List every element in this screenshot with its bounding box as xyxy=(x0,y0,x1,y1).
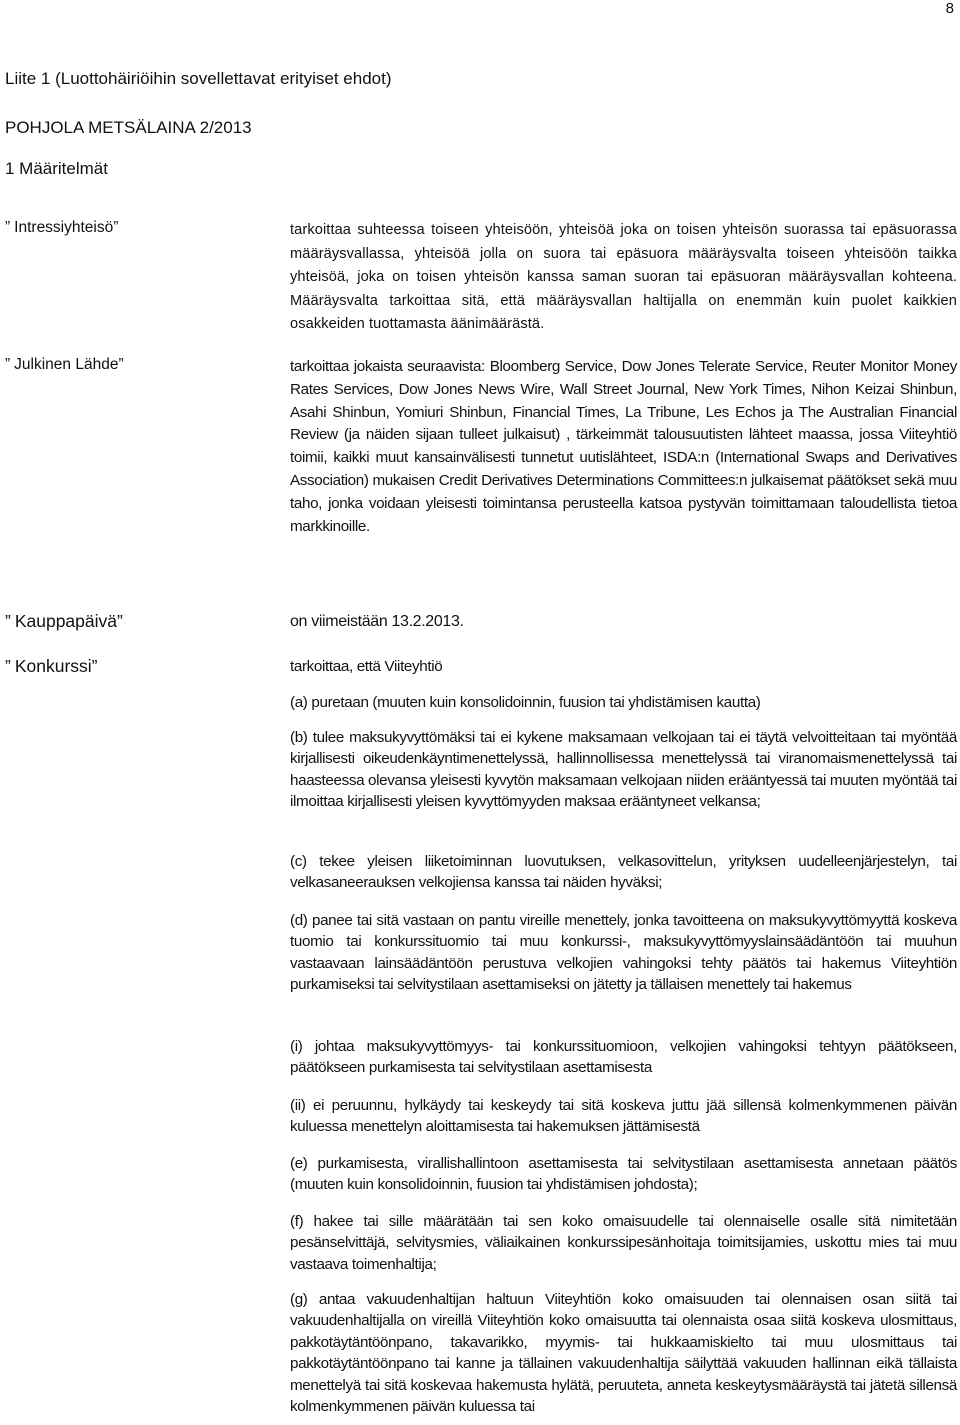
definition-julkinen-lahde xyxy=(290,356,957,538)
page-number: 8 xyxy=(945,0,954,17)
term-label: Konkurssi xyxy=(14,656,92,676)
konkurssi-item-ii: (ii) ei peruunnu, hylkäydy tai keskeydy tai sitä koskeva juttu jää sillensä kolmenkymmenen päivän kuluessa menettelyn aloittamisesta tai hakemuksen jättämisestä xyxy=(290,1097,957,1136)
konkurssi-item-g: (g) antaa vakuudenhaltijan haltuun Viiteyhtiön koko omaisuuden tai olennaisen osan siitä tai vakuudenhaltijalla on vireillä Viiteyhtiön koko omaisuutta tai olennaista osaa siitä koskeva ulosmittaus, pakkotäytäntöönpano, takavarikko, myymis- tai hukkaamiskielto tai muu ulosmittaus tai pakkotäytäntöönpano tai kanne ja tällainen vakuudenhaltija säilyttää vakuuden hallinnan eikä tällaista menettelyä tai sitä koskevaa hakemusta hylätä, peruuteta, anneta keskeytysmääräystä tai jätetä sillensä kolmenkymmenen päivän kuluessa tai xyxy=(290,1291,957,1416)
konkurssi-item-b: (b) tulee maksukyvyttömäksi tai ei kykene maksamaan velkojaan tai ei täytä velvoitteitaan tai myöntää kirjallisesti oikeudenkäyntimenettelyssä, hallinnollisessa menettelyssä tai viranomaismenettelyssä tai haasteessa olevansa yleisesti kyvytön maksamaan velkojaan niiden erääntyessä tai muuten myöntää tai ilmoittaa kirjallisesti yleisen kyvyttömyyden maksaa erääntyneet velkansa; xyxy=(290,729,957,811)
definition-intressiyhteiso xyxy=(290,219,957,337)
term-intressiyhteiso: ” Intressiyhteisö” xyxy=(5,219,119,236)
term-label: Intressiyhteisö xyxy=(14,219,114,236)
term-konkurssi: ” Konkurssi” xyxy=(5,656,98,676)
konkurssi-item-i: (i) johtaa maksukyvyttömyys- tai konkurssituomioon, velkojien vahingoksi tehtyyn päätökseen, päätökseen purkamisesta tai selvitystilaan asettamisesta xyxy=(290,1038,957,1077)
loan-heading: POHJOLA METSÄLAINA 2/2013 xyxy=(5,118,252,137)
konkurssi-item-c: (c) tekee yleisen liiketoiminnan luovutuksen, velkasovittelun, yrityksen uudelleenjärjestelyn, tai velkasaneerauksen velkojiensa kanssa tai näiden hyväksi; xyxy=(290,853,957,892)
definition-kauppapaiva xyxy=(290,611,957,634)
appendix-heading: Liite 1 (Luottohäiriöihin sovellettavat erityiset ehdot) xyxy=(5,69,392,88)
konkurssi-item-f: (f) hakee tai sille määrätään tai sen koko omaisuudelle tai olennaiselle osalle sitä nimitetään pesänselvittäjä, selvitysmies, väliaikainen konkurssipesänhoitaja toimitsijamies, uskottu mies tai muu vastaava toimenhaltija; xyxy=(290,1213,957,1273)
definition-text: tarkoittaa suhteessa toiseen yhteisöön, yhteisöä joka on toisen yhteisön suorassa tai epäsuorassa määräysvallassa, yhteisöä jolla on suora tai epäsuora määräysvalta toiseen yhteisöön taikka yhteisöä, joka on toisen yhteisön kanssa saman suoran tai epäsuoran määräysvallan kohteena. Määräysvalta tarkoittaa sitä, että määräysvallan haltijalla on enemmän kuin puolet kaikkien osakkeiden tuottamasta äänimäärästä. xyxy=(290,222,957,332)
term-label: Kauppapäivä xyxy=(14,611,117,631)
term-julkinen-lahde: ” Julkinen Lähde” xyxy=(5,356,124,373)
konkurssi-item-e: (e) purkamisesta, virallishallintoon asettamisesta tai selvitystilaan asettamisesta annetaan päätös (muuten kuin konsolidoinnin, fuusion tai yhdistämisen johdosta); xyxy=(290,1155,957,1194)
section-heading: 1 Määritelmät xyxy=(5,159,108,178)
definition-text: tarkoittaa jokaista seuraavista: Bloomberg Service, Dow Jones Telerate Service, Reuter Monitor Money Rates Services, Dow Jones News Wire, Wall Street Journal, New York Times, Nihon Keizai Shinbun, Asahi Shinbun, Yomiuri Shinbun, Financial Times, La Tribune, Les Echos ja The Australian Financial Review (ja näiden sijaan tulleet julkaisut) , tärkeimmät talousuutisten lähteet maassa, jossa Viiteyhtiö toimii, kaikki muut kansainvälisesti tunnetut uutislähteet, ISDA:n (International Swaps and Derivatives Association) mukaisen Credit Derivatives Determinations Committees:n julkaisemat päätökset sekä muu taho, jonka voidaan yleisesti toimintansa perusteella katsoa pystyvän toimittamaan taloudellista tietoa markkinoille. xyxy=(290,358,957,535)
term-label: Julkinen Lähde xyxy=(14,356,119,373)
konkurssi-item-a: (a) puretaan (muuten kuin konsolidoinnin, fuusion tai yhdistämisen kautta) xyxy=(290,694,761,711)
konkurssi-item-d: (d) panee tai sitä vastaan on pantu vireille menettely, jonka tavoitteena on maksukyvyttömyyttä koskeva tuomio tai konkurssituomio tai muu konkurssi-, maksukyvyttömyyslainsäädäntöön tai muuhun vastaavaan lainsäädäntöön perustuva velkojien vahingoksi tehty päätös tai hakemus Viiteyhtiön purkamiseksi tai selvitystilaan asettamiseksi on jätetty ja tällaisen menettely tai hakemus xyxy=(290,912,957,994)
konkurssi-intro: tarkoittaa, että Viiteyhtiö xyxy=(290,658,443,675)
term-kauppapaiva: ” Kauppapäivä” xyxy=(5,611,123,631)
definition-text: on viimeistään 13.2.2013. xyxy=(290,613,464,630)
